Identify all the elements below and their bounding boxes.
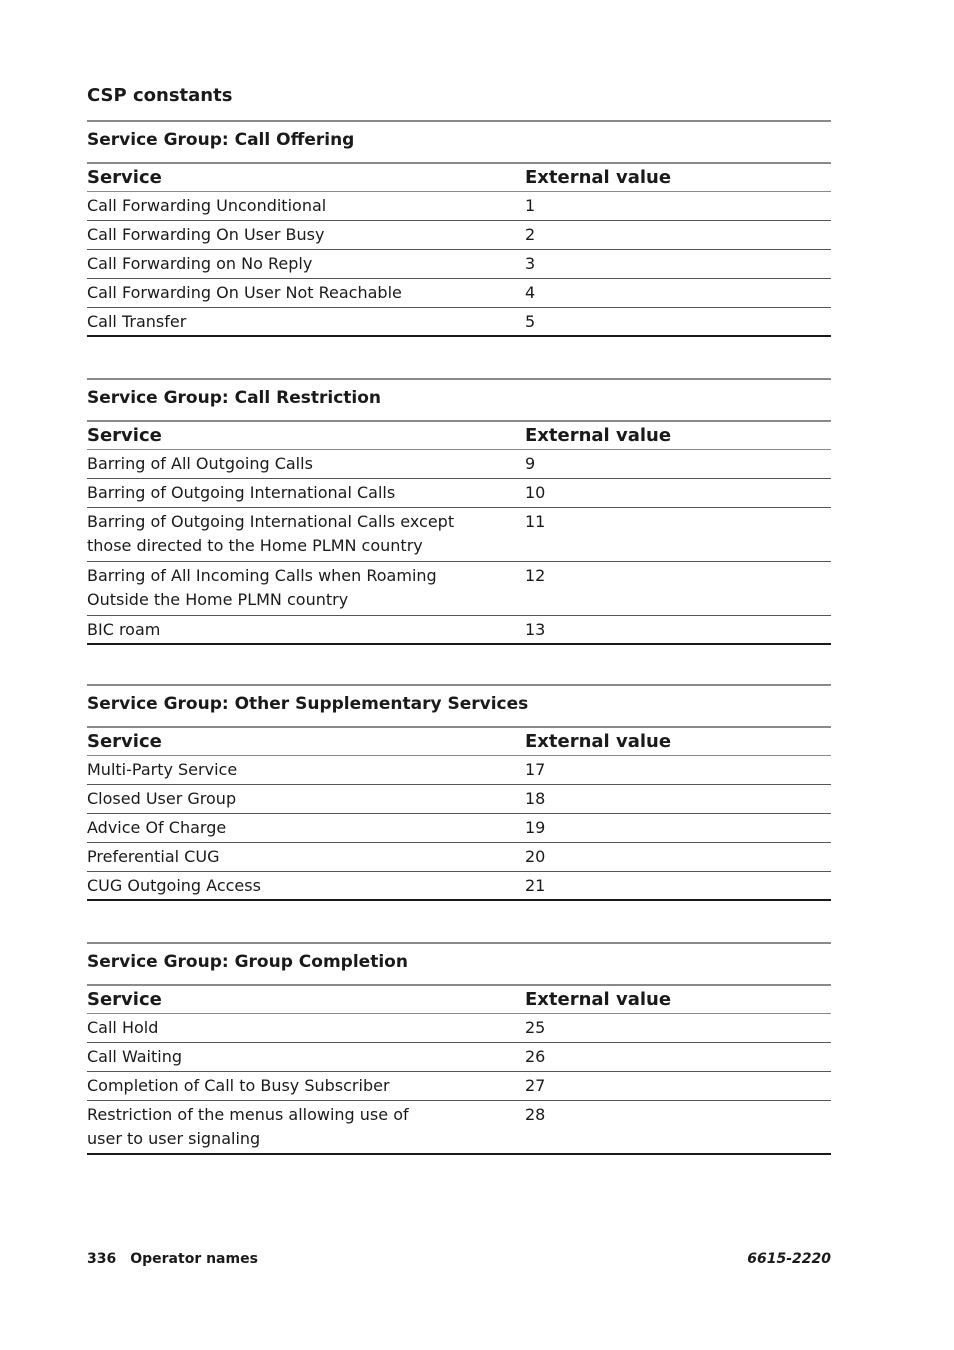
value-cell: 13 [525,620,546,639]
page-footer [87,1251,831,1267]
value-cell: 17 [525,760,546,779]
column-header-external-value: External value [525,167,672,188]
column-header-external-value: External value [525,989,672,1010]
service-cell-line: Barring of Outgoing International Calls except [87,512,455,531]
table-row [87,616,831,645]
service-cell: Call Transfer [87,312,187,331]
table-row [87,279,831,308]
table-row [87,221,831,250]
table-row [87,814,831,843]
table-row [87,1072,831,1101]
table-row [87,250,831,279]
service-group-call-restriction [87,378,831,645]
table-row [87,1043,831,1072]
table-row [87,508,831,562]
column-header-service: Service [87,989,162,1010]
value-cell: 19 [525,818,546,837]
value-cell: 27 [525,1076,546,1095]
table-header [87,984,831,1014]
service-cell: Advice Of Charge [87,818,227,837]
service-cell-line: Barring of All Incoming Calls when Roaming [87,566,437,585]
service-cell [87,564,525,613]
table-row [87,1014,831,1043]
table-header [87,162,831,192]
value-cell: 1 [525,196,536,215]
service-cell-line: Outside the Home PLMN country [87,590,349,609]
value-cell: 10 [525,483,546,502]
table-row [87,1101,831,1155]
service-cell: Barring of Outgoing International Calls [87,483,396,502]
service-cell: Closed User Group [87,789,237,808]
table-row [87,872,831,901]
service-cell: Preferential CUG [87,847,220,866]
column-header-service: Service [87,731,162,752]
service-cell: Call Forwarding On User Busy [87,225,325,244]
group-title: Service Group: Group Completion [87,942,831,984]
table-row [87,479,831,508]
column-header-service: Service [87,167,162,188]
table-header [87,726,831,756]
service-cell: Call Forwarding on No Reply [87,254,313,273]
column-header-service: Service [87,425,162,446]
value-cell: 3 [525,254,536,273]
document-number: 6615-2220 [747,1251,831,1267]
service-cell-line: those directed to the Home PLMN country [87,536,423,555]
service-cell: Call Waiting [87,1047,183,1066]
service-group-group-completion [87,942,831,1155]
page-heading: CSP constants [87,85,233,106]
table-row [87,843,831,872]
table-row [87,562,831,616]
service-cell: Call Forwarding On User Not Reachable [87,283,402,302]
service-cell: Multi-Party Service [87,760,238,779]
value-cell: 25 [525,1018,546,1037]
value-cell: 21 [525,876,546,895]
service-group-call-offering [87,120,831,337]
value-cell: 20 [525,847,546,866]
group-title: Service Group: Call Offering [87,120,831,162]
service-cell: Call Forwarding Unconditional [87,196,327,215]
column-header-external-value: External value [525,731,672,752]
service-cell: BIC roam [87,620,161,639]
group-title: Service Group: Call Restriction [87,378,831,420]
value-cell: 2 [525,225,536,244]
service-cell [87,510,525,559]
service-cell-line: user to user signaling [87,1129,261,1148]
value-cell: 5 [525,312,536,331]
value-cell: 12 [525,566,546,585]
service-cell: Completion of Call to Busy Subscriber [87,1076,390,1095]
service-cell: Barring of All Outgoing Calls [87,454,313,473]
group-title: Service Group: Other Supplementary Services [87,684,831,726]
service-group-other-supplementary [87,684,831,901]
service-cell: Call Hold [87,1018,159,1037]
value-cell: 18 [525,789,546,808]
table-row [87,756,831,785]
table-header [87,420,831,450]
table-row [87,308,831,337]
value-cell: 9 [525,454,536,473]
column-header-external-value: External value [525,425,672,446]
value-cell: 11 [525,512,546,531]
section-name: Operator names [130,1251,258,1267]
service-cell-line: Restriction of the menus allowing use of [87,1105,409,1124]
value-cell: 28 [525,1105,546,1124]
service-cell [87,1103,525,1151]
table-row [87,192,831,221]
value-cell: 4 [525,283,536,302]
table-row [87,450,831,479]
table-row [87,785,831,814]
page-number: 336 [87,1251,117,1267]
value-cell: 26 [525,1047,546,1066]
service-cell: CUG Outgoing Access [87,876,261,895]
